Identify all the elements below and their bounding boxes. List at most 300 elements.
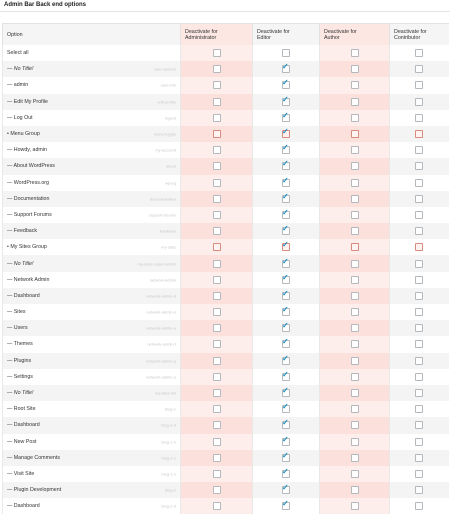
deactivate-contributor-checkbox[interactable]	[415, 454, 423, 462]
table-row	[3, 175, 449, 191]
checkbox-cell-editor	[253, 77, 320, 93]
deactivate-editor-checkbox[interactable]	[282, 207, 290, 219]
deactivate-contributor-checkbox[interactable]	[415, 162, 423, 170]
options-table	[2, 23, 449, 514]
checkbox-cell-editor	[253, 158, 320, 174]
option-cell	[3, 482, 181, 498]
checkbox-cell-contributor	[390, 288, 449, 304]
option-cell	[3, 320, 181, 336]
option-id: support-forums	[149, 212, 176, 218]
checkbox-cell-editor	[253, 401, 320, 417]
option-id: blog-1	[164, 406, 176, 412]
deactivate-author-checkbox[interactable]	[351, 470, 359, 478]
deactivate-administrator-checkbox[interactable]	[213, 438, 221, 446]
checkbox-cell-author	[320, 353, 390, 369]
deactivate-editor-checkbox[interactable]	[282, 288, 290, 300]
checkbox-cell-contributor	[390, 272, 449, 288]
deactivate-contributor-checkbox[interactable]	[415, 405, 423, 413]
option-id: my-sites-super-admin	[137, 261, 176, 267]
deactivate-contributor-checkbox[interactable]	[415, 49, 423, 57]
deactivate-editor-checkbox[interactable]	[282, 483, 290, 494]
checkbox-cell-administrator	[181, 336, 253, 352]
checkbox-cell-editor	[253, 45, 320, 61]
deactivate-contributor-checkbox[interactable]	[415, 357, 423, 365]
deactivate-administrator-checkbox[interactable]	[213, 211, 221, 219]
option-label: — Documentation	[7, 195, 50, 202]
checkmark-icon: ✓	[282, 272, 289, 282]
option-cell	[3, 126, 181, 142]
deactivate-author-checkbox[interactable]	[351, 308, 359, 316]
deactivate-contributor-checkbox[interactable]	[415, 98, 423, 106]
deactivate-editor-checkbox[interactable]	[282, 110, 290, 122]
deactivate-author-checkbox[interactable]	[351, 211, 359, 219]
checkbox-cell-contributor	[390, 61, 449, 77]
option-id: network-admin	[149, 277, 176, 283]
deactivate-administrator-checkbox[interactable]	[213, 324, 221, 332]
table-row	[3, 207, 449, 223]
checkbox-cell-administrator	[181, 207, 253, 223]
deactivate-contributor-checkbox[interactable]	[415, 227, 423, 235]
table-row	[3, 45, 449, 61]
option-label: — Edit My Profile	[7, 98, 48, 105]
deactivate-author-checkbox[interactable]	[351, 98, 359, 106]
deactivate-editor-checkbox[interactable]	[282, 240, 290, 251]
table-row	[3, 158, 449, 174]
deactivate-author-checkbox[interactable]	[351, 65, 359, 73]
checkmark-icon: ✓	[282, 143, 289, 153]
deactivate-author-checkbox[interactable]	[351, 162, 359, 170]
deactivate-contributor-checkbox[interactable]	[415, 130, 423, 138]
deactivate-administrator-checkbox[interactable]	[213, 340, 221, 348]
option-label: — Themes	[7, 341, 33, 348]
option-cell	[3, 142, 181, 158]
option-cell	[3, 304, 181, 320]
checkbox-cell-administrator	[181, 320, 253, 336]
checkmark-icon: ✓	[282, 386, 289, 396]
checkbox-cell-contributor	[390, 191, 449, 207]
checkmark-icon: ✓	[282, 466, 289, 476]
deactivate-author-checkbox[interactable]	[351, 292, 359, 300]
checkbox-cell-editor	[253, 288, 320, 304]
deactivate-administrator-checkbox[interactable]	[213, 292, 221, 300]
option-id: my-sites-list	[154, 390, 176, 396]
deactivate-author-checkbox[interactable]	[351, 114, 359, 122]
checkmark-icon: ✓	[282, 337, 289, 347]
table-row	[3, 142, 449, 158]
table-row	[3, 304, 449, 320]
option-cell	[3, 417, 181, 433]
option-label: — admin	[7, 82, 29, 89]
checkbox-cell-contributor	[390, 304, 449, 320]
deactivate-author-checkbox[interactable]	[351, 389, 359, 397]
deactivate-editor-checkbox[interactable]	[282, 386, 290, 397]
option-id: network-admin-s	[146, 309, 176, 315]
table-row	[3, 498, 449, 514]
option-cell	[3, 353, 181, 369]
deactivate-administrator-checkbox[interactable]	[213, 260, 221, 268]
deactivate-contributor-checkbox[interactable]	[415, 276, 423, 284]
checkbox-cell-administrator	[181, 385, 253, 401]
deactivate-administrator-checkbox[interactable]	[213, 179, 221, 187]
checkbox-cell-administrator	[181, 288, 253, 304]
deactivate-administrator-checkbox[interactable]	[213, 65, 221, 73]
deactivate-author-checkbox[interactable]	[351, 130, 359, 138]
deactivate-contributor-checkbox[interactable]	[415, 486, 423, 494]
deactivate-editor-checkbox[interactable]	[282, 159, 290, 170]
checkbox-cell-contributor	[390, 385, 449, 401]
option-cell	[3, 94, 181, 110]
checkbox-cell-editor	[253, 110, 320, 126]
checkbox-cell-editor	[253, 272, 320, 288]
option-id: network-admin-d	[146, 293, 176, 299]
deactivate-editor-checkbox[interactable]	[282, 224, 290, 235]
table-row	[3, 77, 449, 93]
deactivate-author-checkbox[interactable]	[351, 49, 359, 57]
option-label: — About WordPress	[7, 163, 55, 170]
deactivate-editor-checkbox[interactable]	[282, 418, 290, 429]
option-label: — Plugins	[7, 357, 32, 364]
deactivate-author-checkbox[interactable]	[351, 179, 359, 187]
checkbox-cell-contributor	[390, 353, 449, 369]
option-id: wporg	[165, 180, 176, 186]
checkbox-cell-author	[320, 482, 390, 498]
checkbox-cell-author	[320, 110, 390, 126]
checkbox-cell-contributor	[390, 401, 449, 417]
checkbox-cell-editor	[253, 61, 320, 77]
option-cell	[3, 45, 181, 61]
deactivate-contributor-checkbox[interactable]	[415, 260, 423, 268]
table-header-row	[3, 24, 449, 46]
deactivate-editor-checkbox[interactable]	[282, 337, 290, 348]
option-cell	[3, 466, 181, 482]
table-row	[3, 223, 449, 239]
checkmark-icon: ✓	[282, 62, 289, 72]
checkbox-cell-administrator	[181, 126, 253, 142]
checkbox-cell-author	[320, 466, 390, 482]
checkbox-cell-contributor	[390, 142, 449, 158]
checkmark-icon: ✓	[282, 353, 289, 363]
checkbox-cell-author	[320, 434, 390, 450]
deactivate-editor-checkbox[interactable]	[282, 369, 290, 381]
option-label: — Sites	[7, 309, 26, 316]
option-id: my-sites	[161, 244, 176, 250]
table-row	[3, 288, 449, 304]
option-cell	[3, 77, 181, 93]
checkbox-cell-editor	[253, 239, 320, 255]
table-row	[3, 272, 449, 288]
deactivate-contributor-checkbox[interactable]	[415, 389, 423, 397]
deactivate-author-checkbox[interactable]	[351, 357, 359, 365]
checkbox-cell-contributor	[390, 126, 449, 142]
option-id: blog-2	[164, 487, 176, 493]
title-divider	[0, 11, 450, 12]
checkbox-cell-author	[320, 288, 390, 304]
deactivate-editor-checkbox[interactable]	[282, 434, 290, 446]
checkbox-cell-author	[320, 142, 390, 158]
deactivate-editor-checkbox[interactable]	[282, 175, 290, 187]
checkbox-cell-author	[320, 126, 390, 142]
option-cell	[3, 450, 181, 466]
checkbox-cell-administrator	[181, 223, 253, 239]
deactivate-contributor-checkbox[interactable]	[415, 243, 423, 251]
deactivate-administrator-checkbox[interactable]	[213, 130, 221, 138]
option-label: — Dashboard	[7, 292, 40, 299]
deactivate-contributor-checkbox[interactable]	[415, 81, 423, 89]
option-cell	[3, 498, 181, 514]
checkbox-cell-administrator	[181, 158, 253, 174]
checkmark-icon: ✓	[282, 321, 289, 331]
option-cell	[3, 110, 181, 126]
deactivate-author-checkbox[interactable]	[351, 405, 359, 413]
table-row	[3, 401, 449, 417]
deactivate-administrator-checkbox[interactable]	[213, 114, 221, 122]
option-id: menu-toggle	[153, 131, 176, 137]
deactivate-author-checkbox[interactable]	[351, 454, 359, 462]
checkbox-cell-administrator	[181, 498, 253, 514]
checkbox-cell-author	[320, 336, 390, 352]
checkbox-cell-administrator	[181, 450, 253, 466]
option-cell	[3, 288, 181, 304]
option-label: — No Title!	[7, 66, 34, 73]
deactivate-administrator-checkbox[interactable]	[213, 308, 221, 316]
checkbox-cell-author	[320, 304, 390, 320]
deactivate-author-checkbox[interactable]	[351, 146, 359, 154]
checkbox-cell-editor	[253, 466, 320, 482]
deactivate-administrator-checkbox[interactable]	[213, 502, 221, 510]
deactivate-editor-checkbox[interactable]	[282, 127, 290, 138]
option-id: blog-1-v	[161, 471, 176, 477]
table-row	[3, 110, 449, 126]
checkmark-icon: ✓	[282, 240, 289, 250]
checkmark-icon: ✓	[282, 207, 289, 217]
deactivate-contributor-checkbox[interactable]	[415, 470, 423, 478]
deactivate-administrator-checkbox[interactable]	[213, 405, 221, 413]
deactivate-administrator-checkbox[interactable]	[213, 276, 221, 284]
option-label: — Howdy, admin	[7, 147, 47, 154]
checkbox-cell-administrator	[181, 304, 253, 320]
checkbox-cell-administrator	[181, 272, 253, 288]
checkbox-cell-editor	[253, 434, 320, 450]
deactivate-author-checkbox[interactable]	[351, 243, 359, 251]
option-cell	[3, 61, 181, 77]
deactivate-administrator-checkbox[interactable]	[213, 421, 221, 429]
checkmark-icon: ✓	[282, 288, 289, 298]
option-id: about	[165, 163, 176, 169]
checkbox-cell-editor	[253, 450, 320, 466]
checkbox-cell-administrator	[181, 77, 253, 93]
checkmark-icon: ✓	[282, 450, 289, 460]
checkbox-cell-author	[320, 401, 390, 417]
checkbox-cell-editor	[253, 126, 320, 142]
deactivate-editor-checkbox[interactable]	[282, 49, 290, 57]
checkmark-icon: ✓	[282, 159, 289, 169]
checkbox-cell-administrator	[181, 434, 253, 450]
option-cell	[3, 191, 181, 207]
deactivate-editor-checkbox[interactable]	[282, 466, 290, 478]
deactivate-administrator-checkbox[interactable]	[213, 243, 221, 251]
deactivate-contributor-checkbox[interactable]	[415, 179, 423, 187]
option-label: — Network Admin	[7, 276, 50, 283]
deactivate-contributor-checkbox[interactable]	[415, 373, 423, 381]
deactivate-author-checkbox[interactable]	[351, 195, 359, 203]
checkbox-cell-contributor	[390, 239, 449, 255]
checkbox-cell-author	[320, 77, 390, 93]
deactivate-editor-checkbox[interactable]	[282, 402, 290, 413]
table-row	[3, 336, 449, 352]
deactivate-editor-checkbox[interactable]	[282, 499, 290, 510]
deactivate-author-checkbox[interactable]	[351, 502, 359, 510]
checkbox-cell-contributor	[390, 158, 449, 174]
checkbox-cell-author	[320, 191, 390, 207]
checkbox-cell-editor	[253, 498, 320, 514]
checkbox-cell-contributor	[390, 77, 449, 93]
option-id: user-actions	[154, 66, 176, 72]
checkbox-cell-author	[320, 158, 390, 174]
checkmark-icon: ✓	[282, 256, 289, 266]
deactivate-administrator-checkbox[interactable]	[213, 454, 221, 462]
checkbox-cell-contributor	[390, 336, 449, 352]
deactivate-editor-checkbox[interactable]	[282, 321, 290, 332]
deactivate-contributor-checkbox[interactable]	[415, 195, 423, 203]
deactivate-contributor-checkbox[interactable]	[415, 340, 423, 348]
deactivate-author-checkbox[interactable]	[351, 227, 359, 235]
checkbox-cell-administrator	[181, 466, 253, 482]
checkmark-icon: ✓	[282, 418, 289, 428]
table-row	[3, 369, 449, 385]
deactivate-contributor-checkbox[interactable]	[415, 65, 423, 73]
checkmark-icon: ✓	[282, 94, 289, 104]
option-id: network-admin-p	[146, 358, 176, 364]
table-row	[3, 482, 449, 498]
deactivate-editor-checkbox[interactable]	[282, 353, 290, 365]
checkbox-cell-editor	[253, 304, 320, 320]
option-cell	[3, 272, 181, 288]
checkbox-cell-contributor	[390, 223, 449, 239]
deactivate-editor-checkbox[interactable]	[282, 272, 290, 284]
deactivate-contributor-checkbox[interactable]	[415, 292, 423, 300]
deactivate-author-checkbox[interactable]	[351, 373, 359, 381]
deactivate-administrator-checkbox[interactable]	[213, 357, 221, 365]
deactivate-contributor-checkbox[interactable]	[415, 211, 423, 219]
deactivate-administrator-checkbox[interactable]	[213, 98, 221, 106]
checkbox-cell-administrator	[181, 142, 253, 158]
deactivate-editor-checkbox[interactable]	[282, 62, 290, 73]
deactivate-contributor-checkbox[interactable]	[415, 308, 423, 316]
option-label: — Users	[7, 325, 28, 332]
deactivate-author-checkbox[interactable]	[351, 340, 359, 348]
checkmark-icon: ✓	[282, 175, 289, 185]
option-cell	[3, 434, 181, 450]
checkbox-cell-contributor	[390, 255, 449, 271]
option-label: — Feedback	[7, 228, 38, 235]
deactivate-author-checkbox[interactable]	[351, 260, 359, 268]
option-cell	[3, 255, 181, 271]
checkbox-cell-administrator	[181, 239, 253, 255]
deactivate-contributor-checkbox[interactable]	[415, 114, 423, 122]
checkbox-cell-administrator	[181, 110, 253, 126]
checkbox-cell-author	[320, 94, 390, 110]
deactivate-author-checkbox[interactable]	[351, 324, 359, 332]
deactivate-author-checkbox[interactable]	[351, 81, 359, 89]
deactivate-contributor-checkbox[interactable]	[415, 421, 423, 429]
deactivate-editor-checkbox[interactable]	[282, 143, 290, 154]
checkmark-icon: ✓	[282, 191, 289, 201]
option-id: blog-1-c	[161, 455, 176, 461]
deactivate-editor-checkbox[interactable]	[282, 78, 290, 89]
deactivate-author-checkbox[interactable]	[351, 276, 359, 284]
deactivate-administrator-checkbox[interactable]	[213, 81, 221, 89]
table-row	[3, 466, 449, 482]
deactivate-contributor-checkbox[interactable]	[415, 146, 423, 154]
deactivate-editor-checkbox[interactable]	[282, 256, 290, 268]
deactivate-administrator-checkbox[interactable]	[213, 195, 221, 203]
deactivate-administrator-checkbox[interactable]	[213, 389, 221, 397]
option-id: edit-profile	[157, 99, 176, 105]
deactivate-editor-checkbox[interactable]	[282, 94, 290, 106]
checkmark-icon: ✓	[282, 127, 289, 137]
table-row	[3, 450, 449, 466]
checkbox-cell-author	[320, 207, 390, 223]
checkbox-cell-author	[320, 239, 390, 255]
checkmark-icon: ✓	[282, 78, 289, 88]
option-id: network-admin-u	[146, 325, 176, 331]
deactivate-administrator-checkbox[interactable]	[213, 470, 221, 478]
deactivate-editor-checkbox[interactable]	[282, 450, 290, 462]
checkbox-cell-editor	[253, 417, 320, 433]
checkbox-cell-administrator	[181, 255, 253, 271]
deactivate-administrator-checkbox[interactable]	[213, 373, 221, 381]
checkmark-icon: ✓	[282, 110, 289, 120]
deactivate-author-checkbox[interactable]	[351, 486, 359, 494]
deactivate-administrator-checkbox[interactable]	[213, 486, 221, 494]
option-id: blog-1-n	[161, 439, 176, 445]
checkmark-icon: ✓	[282, 305, 289, 315]
checkbox-cell-contributor	[390, 498, 449, 514]
checkbox-cell-author	[320, 450, 390, 466]
deactivate-contributor-checkbox[interactable]	[415, 438, 423, 446]
deactivate-author-checkbox[interactable]	[351, 421, 359, 429]
deactivate-administrator-checkbox[interactable]	[213, 162, 221, 170]
option-label: Select all	[7, 50, 29, 57]
table-row	[3, 255, 449, 271]
checkmark-icon: ✓	[282, 483, 289, 493]
option-cell	[3, 369, 181, 385]
option-label: — Support Forums	[7, 211, 52, 218]
deactivate-editor-checkbox[interactable]	[282, 191, 290, 203]
deactivate-editor-checkbox[interactable]	[282, 305, 290, 316]
checkmark-icon: ✓	[282, 224, 289, 234]
page-title: Admin Bar Back end options	[4, 2, 87, 8]
checkbox-cell-contributor	[390, 110, 449, 126]
deactivate-author-checkbox[interactable]	[351, 438, 359, 446]
deactivate-contributor-checkbox[interactable]	[415, 324, 423, 332]
checkbox-cell-author	[320, 417, 390, 433]
checkbox-cell-contributor	[390, 175, 449, 191]
checkmark-icon: ✓	[282, 434, 289, 444]
deactivate-administrator-checkbox[interactable]	[213, 49, 221, 57]
checkbox-cell-administrator	[181, 353, 253, 369]
option-label: — Settings	[7, 373, 33, 380]
table-row	[3, 353, 449, 369]
table-row	[3, 239, 449, 255]
deactivate-contributor-checkbox[interactable]	[415, 502, 423, 510]
column-header-editor: Deactivate for Editor	[253, 24, 320, 46]
deactivate-administrator-checkbox[interactable]	[213, 227, 221, 235]
option-id: feedback	[159, 228, 176, 234]
deactivate-administrator-checkbox[interactable]	[213, 146, 221, 154]
option-id: my-account	[155, 147, 176, 153]
table-row	[3, 126, 449, 142]
